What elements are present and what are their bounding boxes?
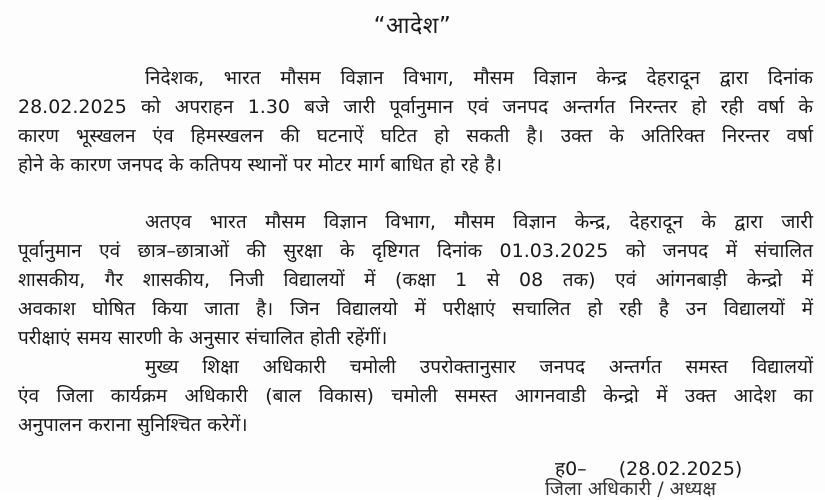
paragraph-3 [18, 353, 813, 440]
signature-date: (28.02.2025) [618, 458, 743, 480]
document-title: “आदेश” [373, 13, 452, 39]
paragraph-line: होने के कारण जनपद के कतिपय स्थानों पर मोटर मार्ग बाधित हो रहे है। [18, 154, 503, 176]
paragraph-line: कारण भूस्खलन एंव हिमस्खलन की घटनाऐं घटित हो सकती है। उक्त के अतिरिक्त निरन्तर वर्षा [18, 125, 813, 147]
paragraph-line: अनुपालन कराना सुनिश्चित करेगें। [18, 414, 248, 436]
paragraph-line: 28.02.2025 को अपराहन 1.30 बजे जारी पूर्वानुमान एवं जनपद अन्तर्गत निरन्तर हो रही वर्षा के [18, 96, 813, 118]
paragraph-line: एंव जिला कार्यक्रम अधिकारी (बाल विकास) चमोली समस्त आगनवाडी केन्द्रो में उक्त आदेश का [18, 385, 813, 407]
paragraph-line: शासकीय, गैर शासकीय, निजी विद्यालयों में (कक्षा 1 से 08 तक) एवं आंगनबाड़ी केन्द्रो में [18, 269, 813, 291]
paragraph-line: मुख्य शिक्षा अधिकारी चमोली उपरोक्तानुसार जनपद अन्तर्गत समस्त विद्यालयों [145, 356, 813, 378]
signatory-designation-text: जिला अधिकारी / अध्यक्ष [545, 478, 716, 500]
signature-mark: ह0– [555, 458, 587, 480]
paragraph-2 [18, 208, 813, 353]
paragraph-line: अतएव भारत मौसम विज्ञान विभाग, मौसम विज्ञान केन्द्र, देहरादून के द्वारा जारी [145, 211, 813, 233]
paragraph-line: परीक्षाएं समय सारणी के अनुसार संचालित होती रहेंगीं। [18, 327, 388, 349]
paragraph-line: निदेशक, भारत मौसम विज्ञान विभाग, मौसम विज्ञान केन्द्र देहरादून द्वारा दिनांक [145, 67, 813, 89]
paragraph-1 [18, 64, 813, 180]
paragraph-line: पूर्वानुमान एवं छात्र–छात्राओं की सुरक्षा के दृष्टिगत दिनांक 01.03.2025 को जनपद में संचालित [18, 240, 813, 262]
paragraph-line: अवकाश घोषित किया जाता है। जिन विद्यालयो में परीक्षाएं सचालित हो रही है उन विद्यालयों में [18, 298, 813, 320]
signatory-designation-cropped [545, 478, 716, 500]
